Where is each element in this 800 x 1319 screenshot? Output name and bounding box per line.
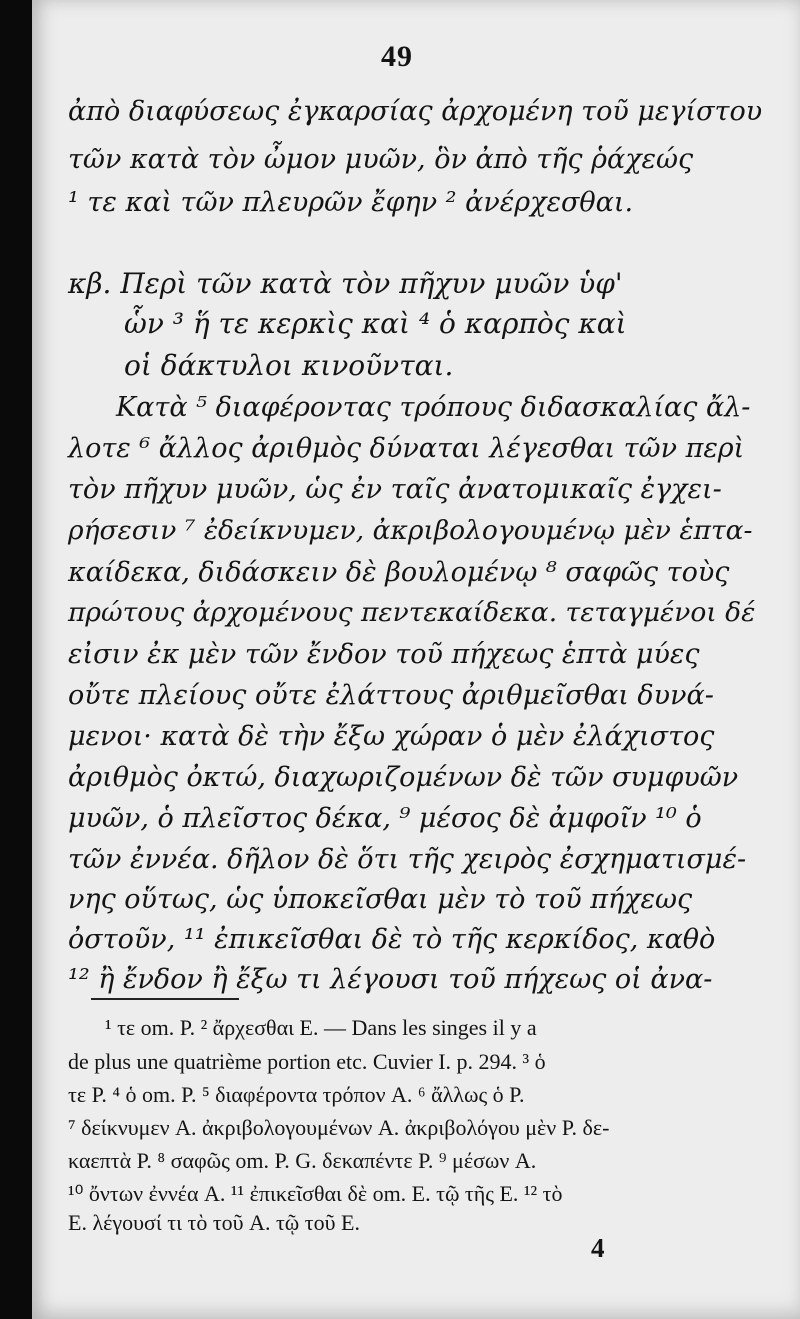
body-line: εἰσιν ἐκ μὲν τῶν ἔνδον τοῦ πήχεως ἑπτὰ μύες [68, 639, 700, 670]
body-line: τῶν κατὰ τὸν ὦμον μυῶν, ὃν ἀπὸ τῆς ῥάχεώς [68, 144, 694, 175]
body-line: ¹² ἢ ἔνδον ἢ ἔξω τι λέγουσι τοῦ πήχεως οἱ ἀνα- [68, 964, 713, 995]
body-line: τὸν πῆχυν μυῶν, ὡς ἐν ταῖς ἀνατομικαῖς ἐγχει- [68, 474, 722, 505]
section-heading: κβ. Περὶ τῶν κατὰ τὸν πῆχυν μυῶν ὑφ' [68, 267, 623, 300]
body-line: τῶν ἐννέα. δῆλον δὲ ὅτι τῆς χειρὸς ἐσχηματισμέ- [68, 844, 747, 875]
page-number: 49 [381, 40, 413, 73]
body-line: ὀστοῦν, ¹¹ ἐπικεῖσθαι δὲ τὸ τῆς κερκίδος, καθὸ [68, 924, 716, 955]
body-line: ¹ τε καὶ τῶν πλευρῶν ἔφην ² ἀνέρχεσθαι. [68, 187, 634, 218]
footnote-line: E. λέγουσί τι τὸ τοῦ A. τῷ τοῦ E. [68, 1210, 360, 1235]
body-line: νης οὕτως, ὡς ὑποκεῖσθαι μὲν τὸ τοῦ πήχεως [68, 884, 693, 915]
body-line: μενοι· κατὰ δὲ τὴν ἔξω χώραν ὁ μὲν ἐλάχιστος [68, 721, 715, 752]
body-line: ἀριθμὸς ὀκτώ, διαχωριζομένων δὲ τῶν συμφυῶν [68, 762, 739, 793]
body-line: πρώτους ἀρχομένους πεντεκαίδεκα. τεταγμένοι δέ [68, 597, 756, 628]
body-line: οὔτε πλείους οὔτε ἐλάττους ἀριθμεῖσθαι δυνά- [68, 680, 714, 711]
footnote-line: ⁷ δείκνυμεν A. ἀκριβολογουμένων A. ἀκριβολόγου μὲν P. δε- [68, 1115, 610, 1140]
footnote-line: ¹ τε om. P. ² ἄρχεσθαι E. — Dans les singes il y a [105, 1015, 537, 1040]
body-line: ἀπὸ διαφύσεως ἐγκαρσίας ἀρχομένη τοῦ μεγίστου [68, 96, 763, 127]
footnote-line: de plus une quatrième portion etc. Cuvier I. p. 294. ³ ὁ [68, 1049, 546, 1074]
section-heading: ὧν ³ ἥ τε κερκὶς καὶ ⁴ ὁ καρπὸς καὶ [124, 307, 627, 340]
book-page [32, 0, 800, 1319]
footnote-line: ¹⁰ ὄντων ἐννέα A. ¹¹ ἐπικεῖσθαι δὲ om. E. τῷ τῆς E. ¹² τὸ [68, 1181, 563, 1206]
section-heading: οἱ δάκτυλοι κινοῦνται. [124, 349, 454, 382]
body-line: μυῶν, ὁ πλεῖστος δέκα, ⁹ μέσος δὲ ἀμφοῖν ¹⁰ ὁ [68, 803, 702, 834]
body-line: καίδεκα, διδάσκειν δὲ βουλομένῳ ⁸ σαφῶς τοὺς [68, 557, 730, 588]
body-line: Κατὰ ⁵ διαφέροντας τρόπους διδασκαλίας ἄλ- [116, 392, 751, 423]
body-line: ρήσεσιν ⁷ ἐδείκνυμεν, ἀκριβολογουμένῳ μὲν ἑπτα- [68, 515, 753, 546]
footnote-rule [91, 998, 239, 1000]
footnote-line: τε P. ⁴ ὁ om. P. ⁵ διαφέροντα τρόπον A. ⁶ ἄλλως ὁ P. [68, 1082, 525, 1107]
footnote-line: καεπτὰ P. ⁸ σαφῶς om. P. G. δεκαπέντε P. ⁹ μέσων A. [68, 1148, 537, 1173]
body-line: λοτε ⁶ ἄλλος ἀριθμὸς δύναται λέγεσθαι τῶν περὶ [68, 433, 745, 464]
signature-mark: 4 [591, 1233, 605, 1263]
